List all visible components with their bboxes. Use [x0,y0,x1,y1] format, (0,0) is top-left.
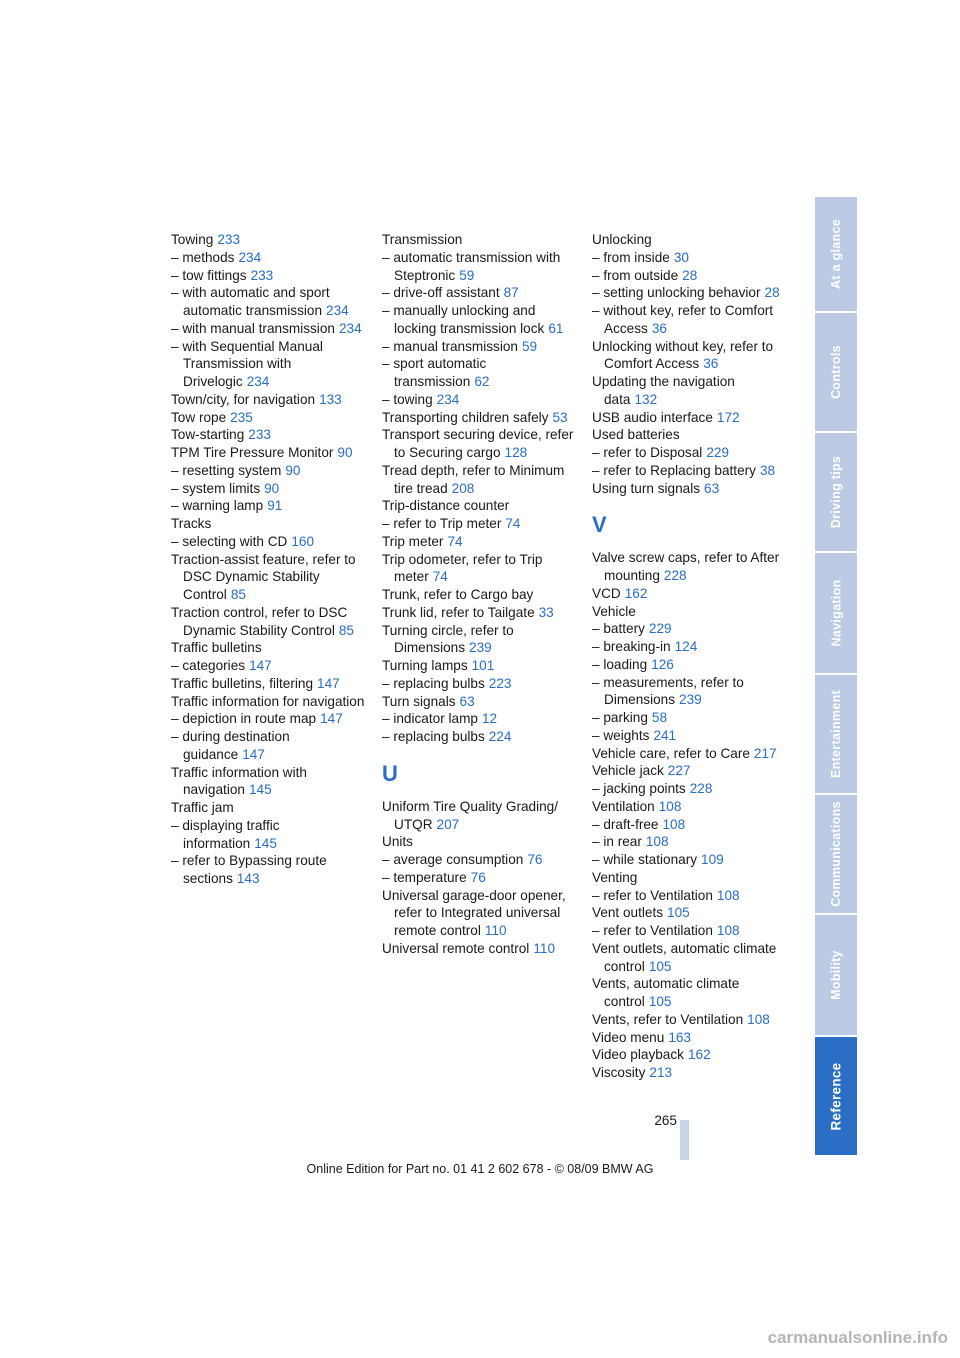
entry-text: Unlocking [592,232,652,247]
index-entry [382,604,578,622]
page-number: 265 [654,1113,677,1128]
tab-driving-tips[interactable] [815,433,857,551]
index-entry [382,586,578,604]
entry-text: Universal garage-door opener, refer to Integrated universal remote control [382,887,566,938]
page-reference-link[interactable]: 234 [338,320,362,336]
entry-text: USB audio interface [592,409,713,425]
entry-text: Tow-starting [171,427,245,443]
page-reference-link[interactable]: 108 [716,923,740,938]
index-subentry [592,727,788,745]
tab-label: Navigation [829,579,843,647]
page-reference-link[interactable]: 163 [668,1029,691,1045]
index-subentry [171,480,367,498]
index-entry [171,551,367,604]
index-entry [382,409,578,427]
tab-label: Mobility [829,950,843,1000]
index-subentry [171,497,367,515]
entry-text: Venting [592,869,638,885]
entry-text: Valve screw caps, refer to After mounting [592,550,780,583]
entry-text: Traffic information with navigation [171,764,307,798]
index-subentry [171,852,367,888]
index-subentry [382,338,578,356]
page-reference-link[interactable]: 36 [651,320,667,336]
entry-text: Traffic bulletins [171,640,262,656]
index-entry [592,480,788,498]
section-letter: V [592,512,607,538]
index-subentry [592,462,788,480]
index-entry [171,639,367,657]
entry-text: – with manual transmission [171,320,335,336]
index-column-3 [592,231,788,1082]
page-reference-link[interactable]: 90 [337,445,353,460]
page-reference-link[interactable]: 74 [447,533,463,549]
entry-text: – resetting system [171,462,282,478]
entry-text: – breaking-in [592,639,671,654]
entry-text: VCD [592,585,621,601]
entry-text: Video menu [592,1029,665,1045]
index-subentry [592,656,788,674]
index-entry [592,904,788,922]
page-reference-link[interactable]: 108 [658,798,682,814]
index-entry [382,231,578,249]
page-reference-link[interactable]: 33 [538,604,554,620]
index-entry [171,515,367,533]
page-reference-link[interactable]: 108 [645,834,669,850]
entry-text: Traffic information for navigation [171,693,365,709]
page-reference-link[interactable]: 128 [504,445,528,460]
tab-controls[interactable] [815,313,857,431]
entry-text: Town/city, for navigation [171,391,316,407]
tab-label: Controls [829,345,844,399]
index-entry [592,338,788,374]
entry-text: – in rear [592,834,642,850]
chapter-tabs [815,197,857,1160]
page-reference-link[interactable]: 234 [238,249,262,265]
entry-text: – refer to Trip meter [382,516,502,531]
index-subentry [382,391,578,409]
index-entry [171,409,367,427]
entry-text: – indicator lamp [382,711,478,727]
entry-text: – refer to Ventilation [592,887,713,903]
entry-text: – draft-free [592,816,659,832]
entry-text: Vent outlets [592,905,664,921]
index-subentry [592,620,788,638]
index-subentry [382,728,578,746]
index-entry [592,762,788,780]
index-entry [382,940,578,958]
entry-text: TPM Tire Pressure Monitor [171,445,334,460]
entry-text: Turn signals [382,693,456,709]
page-reference-link[interactable]: 30 [673,249,689,265]
page-reference-link[interactable]: 74 [432,569,448,585]
index-entry [592,549,788,585]
index-subentry [592,444,788,462]
entry-text: – displaying traffic information [171,817,280,851]
index-subentry [382,710,578,728]
entry-text: Traffic bulletins, filtering [171,675,314,691]
page-reference-link[interactable]: 241 [653,727,677,743]
tab-label: Reference [828,1062,844,1130]
index-entry [171,764,367,800]
entry-text: – average consumption [382,852,524,867]
page-reference-link[interactable]: 105 [648,994,672,1009]
index-column-2 [382,231,578,958]
entry-text: – without key, refer to Comfort Access [592,303,774,336]
entry-text: – depiction in route map [171,711,317,727]
entry-text: Tread depth, refer to Minimum tire tread [382,462,565,496]
page-reference-link[interactable]: 217 [753,745,777,761]
index-entry [171,231,367,249]
index-entry [592,409,788,427]
page-reference-link[interactable]: 91 [267,498,283,514]
entry-text: – refer to Ventilation [592,923,713,938]
page-reference-link[interactable]: 105 [648,958,672,974]
page-reference-link[interactable]: 233 [248,427,271,443]
page-reference-link[interactable]: 233 [217,232,241,247]
page-reference-link[interactable]: 235 [230,409,253,425]
page-reference-link[interactable]: 228 [663,568,687,583]
page-reference-link[interactable]: 85 [338,622,354,638]
index-entry [382,533,578,551]
index-subentry [382,302,578,338]
page-reference-link[interactable]: 101 [471,658,495,673]
tab-navigation[interactable] [815,553,857,673]
page-reference-link[interactable]: 133 [319,391,342,407]
page-reference-link[interactable]: 227 [667,763,691,779]
entry-text: Traction-assist feature, refer to DSC Dynamic Stability Control [171,551,356,602]
page-reference-link[interactable]: 234 [246,374,270,389]
index-subentry [171,320,367,338]
entry-text: Tow rope [171,409,227,425]
page-reference-link[interactable]: 59 [522,338,538,354]
entry-text: Vehicle [592,603,636,619]
index-subentry [592,922,788,940]
entry-text: – from outside [592,267,679,283]
entry-text: Vehicle jack [592,763,664,779]
entry-text: – battery [592,621,645,637]
tab-at-a-glance[interactable] [815,197,857,311]
entry-text: – tow fittings [171,267,247,283]
index-entry [382,798,578,834]
index-subentry [592,638,788,656]
entry-text: Transmission [382,232,463,247]
index-entry [592,1011,788,1029]
page-reference-link[interactable]: 162 [687,1047,711,1063]
index-subentry [382,675,578,693]
entry-text: – replacing bulbs [382,675,485,691]
index-subentry [171,817,367,853]
entry-text: – parking [592,710,648,725]
index-subentry [382,355,578,391]
entry-text: – sport automatic transmission [382,356,487,389]
page-reference-link[interactable]: 224 [488,729,512,744]
index-entry [171,444,367,462]
index-subentry [171,284,367,320]
entry-text: Units [382,834,413,850]
entry-text: Trunk, refer to Cargo bay [382,587,534,602]
page-reference-link[interactable]: 76 [527,852,543,867]
index-subentry [592,851,788,869]
index-entry [171,391,367,409]
index-entry [382,887,578,940]
entry-text: Vehicle care, refer to Care [592,745,750,761]
page-reference-link[interactable]: 63 [704,480,720,496]
entry-text: – loading [592,656,648,672]
index-subentry [592,816,788,834]
entry-text: Vent outlets, automatic climate control [592,940,777,974]
entry-text: – measurements, refer to Dimensions [592,674,744,708]
page-reference-link[interactable]: 147 [317,675,340,691]
index-subentry [382,249,578,285]
page-reference-link[interactable]: 213 [649,1065,673,1080]
entry-text: – drive-off assistant [382,285,500,301]
page-reference-link[interactable]: 28 [682,267,698,283]
page-reference-link[interactable]: 59 [459,267,475,283]
index-entry [592,745,788,763]
entry-text: Transport securing device, refer to Securing cargo [382,427,574,460]
index-subentry [171,728,367,764]
entry-text: Uniform Tire Quality Grading/ UTQR [382,798,559,832]
index-entry [592,869,788,887]
entry-text: – methods [171,249,235,265]
page-reference-link[interactable]: 234 [326,303,349,318]
index-entry [382,462,578,498]
index-entry [592,1029,788,1047]
index-subentry [171,657,367,675]
index-subentry [382,851,578,869]
entry-text: Vents, refer to Ventilation [592,1011,744,1027]
tab-entertainment[interactable] [815,675,857,793]
entry-text: – refer to Replacing battery [592,462,756,478]
index-entry [592,798,788,816]
page-reference-link[interactable]: 145 [254,835,277,851]
page-reference-link[interactable]: 90 [285,462,301,478]
page-reference-link[interactable]: 38 [759,462,776,478]
entry-text: – system limits [171,480,261,496]
page-reference-link[interactable]: 124 [674,639,698,654]
index-subentry [171,249,367,267]
index-subentry [171,338,367,391]
index-subentry [382,284,578,302]
index-entry [382,833,578,851]
entry-text: – from inside [592,249,670,265]
page-reference-link[interactable]: 108 [716,887,740,903]
page-reference-link[interactable]: 229 [706,445,729,460]
tab-label: At a glance [829,219,843,289]
entry-text: Unlocking without key, refer to Comfort Access [592,338,774,372]
index-entry [592,940,788,976]
entry-text: Traffic jam [171,800,234,815]
entry-text: – setting unlocking behavior [592,285,761,301]
entry-text: – temperature [382,869,467,885]
index-entry [592,585,788,603]
page-reference-link[interactable]: 108 [747,1011,770,1027]
index-entry [382,426,578,462]
entry-text: – towing [382,391,433,407]
watermark: carmanualsonline.info [767,1328,948,1347]
entry-text: – refer to Disposal [592,445,703,460]
index-subentry [592,249,788,267]
page-reference-link[interactable]: 12 [481,711,498,727]
page-reference-link[interactable]: 108 [662,816,686,832]
index-entry [382,622,578,658]
page-reference-link[interactable]: 53 [552,409,568,425]
page-reference-link[interactable]: 147 [242,746,265,762]
index-column-1 [171,231,367,888]
tab-label: Driving tips [829,455,844,529]
page-reference-link[interactable]: 90 [264,480,280,496]
entry-text: Ventilation [592,798,655,814]
page-reference-link[interactable]: 229 [648,621,672,637]
page-reference-link[interactable]: 132 [634,391,658,407]
page-reference-link[interactable]: 58 [651,710,668,725]
entry-text: Trip meter [382,533,444,549]
index-entry [171,426,367,444]
entry-text: Tracks [171,516,212,531]
page-reference-link[interactable]: 208 [451,480,475,496]
index-subentry [171,462,367,480]
page-reference-link[interactable]: 63 [459,693,475,709]
page-reference-link[interactable]: 87 [503,285,519,301]
entry-text: Transporting children safely [382,409,549,425]
entry-text: – selecting with CD [171,533,288,549]
page-reference-link[interactable]: 233 [250,267,274,283]
entry-text: – manually unlocking and locking transmission lock [382,303,545,336]
entry-text: – warning lamp [171,498,264,514]
entry-text: – refer to Bypassing route sections [171,853,327,886]
tab-reference[interactable] [815,1037,857,1155]
tab-mobility[interactable] [815,915,857,1035]
index-entry [382,497,578,515]
page-reference-link[interactable]: 74 [505,516,521,531]
index-subentry [592,302,788,338]
page-reference-link[interactable]: 76 [470,869,486,885]
page-reference-link[interactable]: 105 [667,905,690,921]
tab-label: Entertainment [829,690,844,778]
entry-text: Video playback [592,1047,684,1063]
page-reference-link[interactable]: 172 [716,409,740,425]
index-subentry [171,267,367,285]
page-reference-link[interactable]: 162 [624,585,648,601]
page-reference-link[interactable]: 228 [689,781,713,796]
entry-text: Viscosity [592,1065,646,1080]
index-subentry [592,674,788,710]
index-entry [171,604,367,640]
index-entry [382,551,578,587]
entry-text: Vents, automatic climate control [592,976,740,1009]
index-subentry [592,780,788,798]
index-entry [592,426,788,444]
page-reference-link[interactable]: 85 [230,587,246,602]
page-reference-link[interactable]: 239 [679,692,702,708]
entry-text: Towing [171,232,214,247]
index-entry [171,693,367,711]
index-subentry [592,833,788,851]
page-reference-link[interactable]: 143 [236,871,260,886]
index-entry [171,675,367,693]
index-subentry [592,887,788,905]
entry-text: – during destination guidance [171,729,290,762]
entry-text: Traction control, refer to DSC Dynamic Stability Control [171,604,348,638]
entry-text: – replacing bulbs [382,729,485,744]
entry-text: – while stationary [592,852,698,867]
index-subentry [592,284,788,302]
page-reference-link[interactable]: 234 [436,391,460,407]
index-entry [382,693,578,711]
page-reference-link[interactable]: 110 [484,923,507,938]
index-entry [592,1046,788,1064]
footer-text: Online Edition for Part no. 01 41 2 602 678 - © 08/09 BMW AG [306,1162,654,1176]
section-letter: U [382,760,398,786]
page-reference-link[interactable]: 61 [548,320,564,336]
entry-text: Updating the navigation data [592,374,735,407]
page-reference-link[interactable]: 147 [320,711,343,727]
tab-label: Communications [829,801,844,907]
index-subentry [171,710,367,728]
index-entry [592,231,788,249]
index-subentry [382,869,578,887]
index-entry [382,657,578,675]
index-entry [592,373,788,409]
entry-text: – automatic transmission with Steptronic [382,249,561,283]
page-reference-link[interactable]: 207 [436,816,460,832]
page-reference-link[interactable]: 160 [291,533,315,549]
index-subentry [592,709,788,727]
entry-text: – with Sequential Manual Transmission with Drivelogic [171,338,323,389]
page-reference-link[interactable]: 145 [248,782,272,798]
entry-text: Turning circle, refer to Dimensions [382,622,514,656]
entry-text: – categories [171,658,246,673]
page-reference-link[interactable]: 239 [469,640,492,656]
page-number-bar [680,1120,689,1160]
index-entry [592,975,788,1011]
entry-text: – manual transmission [382,338,518,354]
entry-text: Universal remote control [382,940,530,956]
index-subentry [592,267,788,285]
page-reference-link[interactable]: 126 [651,656,674,672]
index-subentry [382,515,578,533]
entry-text: – jacking points [592,781,686,796]
entry-text: – weights [592,727,650,743]
index-entry [592,1064,788,1082]
page-reference-link[interactable]: 223 [488,675,512,691]
entry-text: Used batteries [592,427,680,443]
entry-text: Turning lamps [382,658,468,673]
page-reference-link[interactable]: 28 [764,285,780,301]
tab-communications[interactable] [815,795,857,913]
page-reference-link[interactable]: 110 [533,940,555,956]
entry-text: Trunk lid, refer to Tailgate [382,604,535,620]
entry-text: – with automatic and sport automatic transmission [171,285,330,318]
index-entry [592,603,788,621]
entry-text: Trip odometer, refer to Trip meter [382,551,543,585]
page-reference-link[interactable]: 109 [701,852,724,867]
entry-text: Trip-distance counter [382,498,510,514]
index-subentry [171,533,367,551]
page-reference-link[interactable]: 36 [703,356,719,372]
entry-text: Using turn signals [592,480,701,496]
index-entry [171,799,367,817]
page-reference-link[interactable]: 62 [474,374,490,389]
page-reference-link[interactable]: 147 [249,658,272,673]
